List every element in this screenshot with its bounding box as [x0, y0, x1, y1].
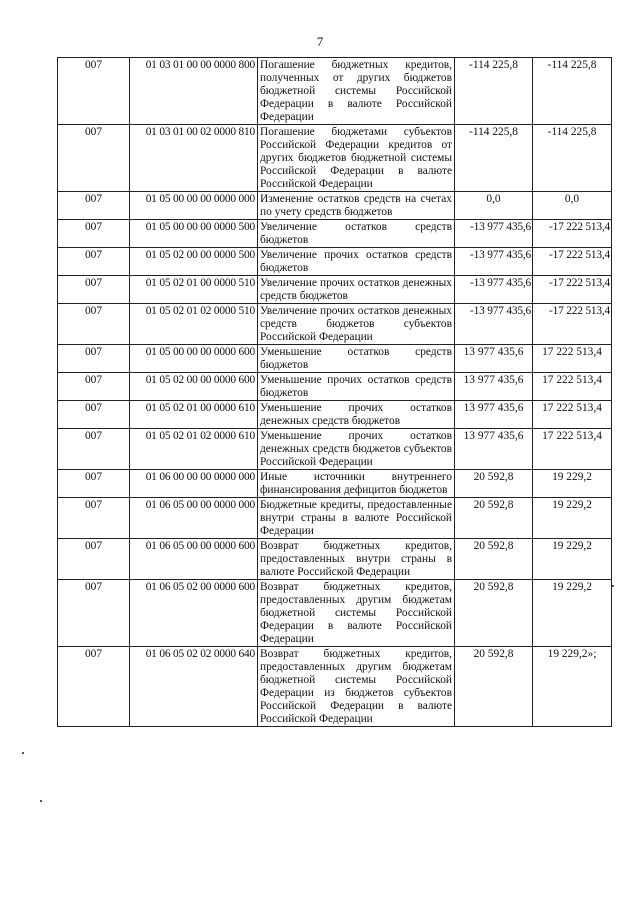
admin-code-cell: 007 [58, 220, 130, 248]
amount-year2-cell: 0,0 [533, 192, 612, 220]
budget-classification-code-cell: 01 05 00 00 00 0000 500 [130, 220, 258, 248]
source-name-cell: Увеличение прочих остатков денежных средств бюджетов субъектов Российской Федерации [258, 304, 455, 345]
budget-classification-code-cell: 01 06 05 00 00 0000 600 [130, 539, 258, 580]
amount-year1-cell: -13 977 435,6 [455, 248, 533, 276]
budget-classification-code-cell: 01 06 05 02 02 0000 640 [130, 647, 258, 727]
table-row [58, 248, 612, 276]
source-name-cell: Иные источники внутреннего финансирования дефицитов бюджетов [258, 470, 455, 498]
admin-code-cell: 007 [58, 276, 130, 304]
table-row [58, 647, 612, 727]
amount-year1-cell: 20 592,8 [455, 539, 533, 580]
budget-classification-code-cell: 01 05 02 01 02 0000 510 [130, 304, 258, 345]
amount-year1-cell: 0,0 [455, 192, 533, 220]
source-name-cell: Погашение бюджетами субъектов Российской Федерации кредитов от других бюджетов бюджетной системы Российской Федерации в валюте Российской Федерации [258, 125, 455, 192]
amount-year1-cell: 13 977 435,6 [455, 345, 533, 373]
table-row [58, 401, 612, 429]
admin-code-cell: 007 [58, 401, 130, 429]
amount-year2-cell: 17 222 513,4 [533, 401, 612, 429]
source-name-cell: Увеличение прочих остатков средств бюджетов [258, 248, 455, 276]
amount-year1-cell: 20 592,8 [455, 470, 533, 498]
amount-year2-cell: 19 229,2 [533, 498, 612, 539]
scan-speck [22, 752, 24, 754]
scan-speck [40, 800, 42, 802]
amount-year1-cell: -114 225,8 [455, 58, 533, 125]
table-body [58, 58, 612, 727]
amount-year1-cell: 13 977 435,6 [455, 429, 533, 470]
budget-classification-code-cell: 01 05 00 00 00 0000 600 [130, 345, 258, 373]
source-name-cell: Погашение бюджетных кредитов, полученных от других бюджетов бюджетной системы Российской Федерации в валюте Российской Федерации [258, 58, 455, 125]
source-name-cell: Увеличение прочих остатков денежных средств бюджетов [258, 276, 455, 304]
table-row [58, 498, 612, 539]
table-row [58, 220, 612, 248]
table-row [58, 345, 612, 373]
amount-year2-cell: 19 229,2 [533, 539, 612, 580]
admin-code-cell: 007 [58, 580, 130, 647]
budget-classification-code-cell: 01 03 01 00 02 0000 810 [130, 125, 258, 192]
amount-year1-cell: -13 977 435,6 [455, 276, 533, 304]
amount-year1-cell: 13 977 435,6 [455, 373, 533, 401]
amount-year1-cell: -13 977 435,6 [455, 304, 533, 345]
amount-year2-cell: 19 229,2 [533, 580, 612, 647]
amount-year2-cell: -17 222 513,4 [533, 304, 612, 345]
budget-classification-code-cell: 01 06 05 00 00 0000 000 [130, 498, 258, 539]
amount-year1-cell: 20 592,8 [455, 647, 533, 727]
amount-year1-cell: 20 592,8 [455, 498, 533, 539]
amount-year2-cell: 19 229,2»; [533, 647, 612, 727]
admin-code-cell: 007 [58, 647, 130, 727]
admin-code-cell: 007 [58, 345, 130, 373]
amount-year2-cell: 19 229,2 [533, 470, 612, 498]
admin-code-cell: 007 [58, 58, 130, 125]
source-name-cell: Возврат бюджетных кредитов, предоставленных внутри страны в валюте Российской Федерации [258, 539, 455, 580]
admin-code-cell: 007 [58, 248, 130, 276]
amount-year2-cell: 17 222 513,4 [533, 429, 612, 470]
budget-classification-code-cell: 01 05 02 01 02 0000 610 [130, 429, 258, 470]
table-row [58, 539, 612, 580]
admin-code-cell: 007 [58, 429, 130, 470]
source-name-cell: Увеличение остатков средств бюджетов [258, 220, 455, 248]
budget-classification-code-cell: 01 05 02 00 00 0000 600 [130, 373, 258, 401]
table-row [58, 373, 612, 401]
amount-year1-cell: 20 592,8 [455, 580, 533, 647]
amount-year1-cell: -114 225,8 [455, 125, 533, 192]
table-row [58, 580, 612, 647]
page-number: 7 [316, 34, 324, 49]
table-row [58, 304, 612, 345]
source-name-cell: Уменьшение прочих остатков средств бюджетов [258, 373, 455, 401]
amount-year2-cell: -17 222 513,4 [533, 248, 612, 276]
budget-classification-code-cell: 01 06 05 02 00 0000 600 [130, 580, 258, 647]
admin-code-cell: 007 [58, 304, 130, 345]
table-row [58, 125, 612, 192]
amount-year2-cell: -17 222 513,4 [533, 220, 612, 248]
admin-code-cell: 007 [58, 373, 130, 401]
budget-sources-table [57, 57, 612, 727]
amount-year2-cell: 17 222 513,4 [533, 373, 612, 401]
budget-classification-code-cell: 01 03 01 00 00 0000 800 [130, 58, 258, 125]
budget-classification-code-cell: 01 05 02 00 00 0000 500 [130, 248, 258, 276]
amount-year2-cell: 17 222 513,4 [533, 345, 612, 373]
table-row [58, 429, 612, 470]
source-name-cell: Изменение остатков средств на счетах по учету средств бюджетов [258, 192, 455, 220]
table-row [58, 58, 612, 125]
budget-classification-code-cell: 01 05 00 00 00 0000 000 [130, 192, 258, 220]
source-name-cell: Возврат бюджетных кредитов, предоставленных другим бюджетам бюджетной системы Российской Федерации из бюджетов субъектов Российской Федерации в валюте Российской Федерации [258, 647, 455, 727]
amount-year1-cell: 13 977 435,6 [455, 401, 533, 429]
source-name-cell: Бюджетные кредиты, предоставленные внутри страны в валюте Российской Федерации [258, 498, 455, 539]
amount-year2-cell: -114 225,8 [533, 125, 612, 192]
source-name-cell: Возврат бюджетных кредитов, предоставленных другим бюджетам бюджетной системы Российской Федерации в валюте Российской Федерации [258, 580, 455, 647]
amount-year2-cell: -114 225,8 [533, 58, 612, 125]
scan-speck [612, 585, 614, 587]
table-row [58, 276, 612, 304]
budget-classification-code-cell: 01 06 00 00 00 0000 000 [130, 470, 258, 498]
amount-year2-cell: -17 222 513,4 [533, 276, 612, 304]
amount-year1-cell: -13 977 435,6 [455, 220, 533, 248]
admin-code-cell: 007 [58, 539, 130, 580]
budget-classification-code-cell: 01 05 02 01 00 0000 510 [130, 276, 258, 304]
source-name-cell: Уменьшение прочих остатков денежных средств бюджетов [258, 401, 455, 429]
admin-code-cell: 007 [58, 125, 130, 192]
admin-code-cell: 007 [58, 470, 130, 498]
admin-code-cell: 007 [58, 498, 130, 539]
admin-code-cell: 007 [58, 192, 130, 220]
table-row [58, 192, 612, 220]
table-row [58, 470, 612, 498]
budget-classification-code-cell: 01 05 02 01 00 0000 610 [130, 401, 258, 429]
source-name-cell: Уменьшение остатков средств бюджетов [258, 345, 455, 373]
source-name-cell: Уменьшение прочих остатков денежных средств бюджетов субъектов Российской Федерации [258, 429, 455, 470]
